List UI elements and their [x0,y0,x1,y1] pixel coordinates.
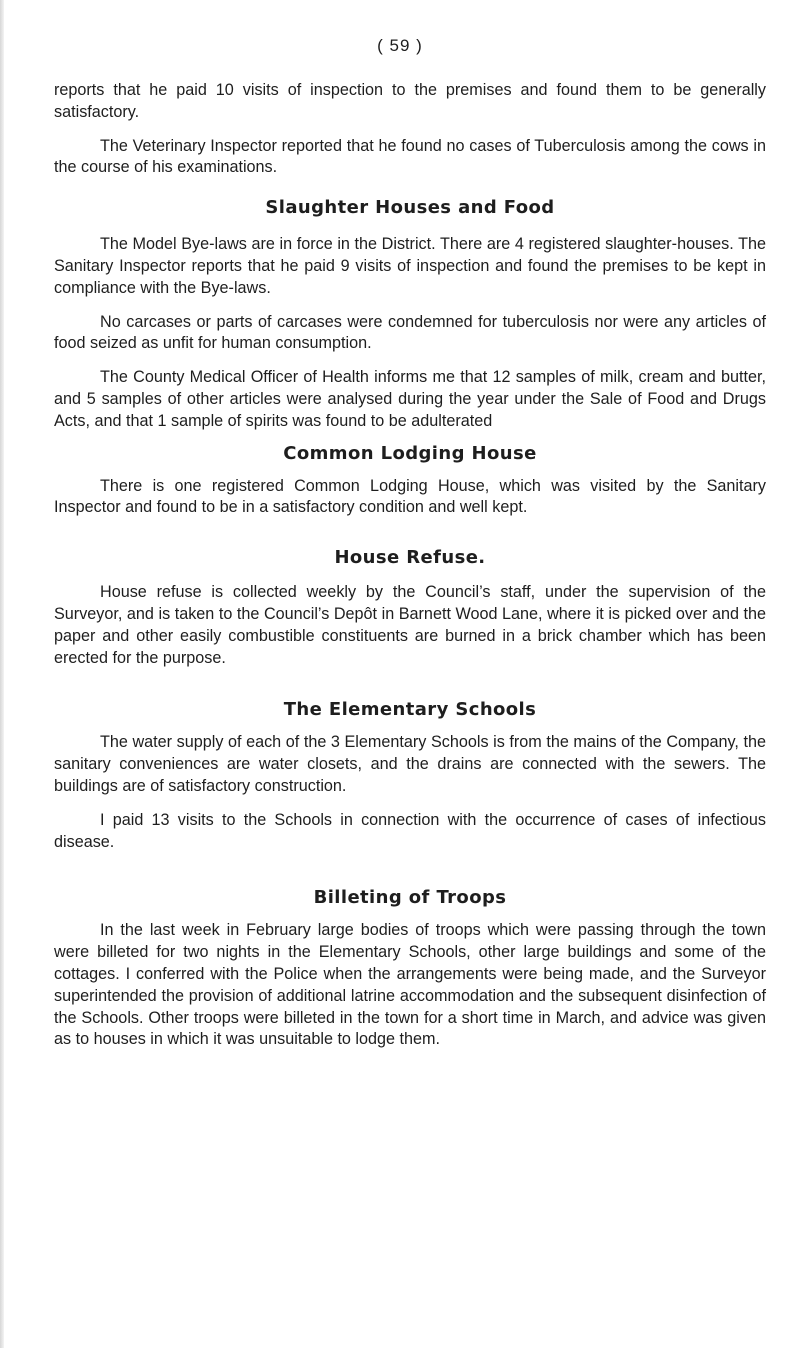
house-refuse-heading: House Refuse. [334,547,486,569]
lodging-house-section [54,443,766,520]
lodging-paragraph-1: There is one registered Common Lodging House, which was visited by the Sanitary Inspector and found to be in a satisfactory condition and well kept. [54,476,766,517]
page-number: ( 59 ) [377,36,423,55]
schools-paragraph-1: The water supply of each of the 3 Elementary Schools is from the mains of the Company, the sanitary conveniences are water closets, and the drains are connected with the sewers. The buildings are of satisfactory construction. [54,733,766,795]
slaughter-paragraph-1: The Model Bye-laws are in force in the District. There are 4 registered slaughter-houses. The Sanitary Inspector reports that he paid 9 visits of inspection and found the premises to be kept in compliance with the Bye-laws. [54,235,766,297]
schools-paragraph-2: I paid 13 visits to the Schools in connection with the occurrence of cases of infectious disease. [54,810,766,851]
elementary-schools-section [54,699,766,853]
intro-paragraph-2: The Veterinary Inspector reported that he found no cases of Tuberculosis among the cows in the course of his examinations. [54,136,766,177]
slaughter-houses-section [54,197,766,432]
page-left-edge [0,0,4,1348]
billeting-paragraph-1: In the last week in February large bodies of troops which were passing through the town were billeted for two nights in the Elementary Schools, other large buildings and some of the cottages. I conferred with the Police when the arrangements were being made, and the Surveyor superintended the provision of additional latrine accommodation and the subsequent disinfection of the Schools. Other troops were billeted in the town for a short time in March, and advice was given as to houses in which it was unsuitable to lodge them. [54,921,766,1049]
slaughter-houses-heading: Slaughter Houses and Food [265,197,555,219]
elementary-schools-heading: The Elementary Schools [283,699,537,721]
refuse-paragraph-1: House refuse is collected weekly by the Council’s staff, under the supervision of the Surveyor, and is taken to the Council’s Depôt in Barnett Wood Lane, where it is picked over and the paper and other easily combustible constituents are burned in a brick chamber which has been erected for the purpose. [54,583,766,667]
page-content [54,80,766,1063]
billeting-section [54,887,766,1051]
intro-section [54,80,766,179]
billeting-heading: Billeting of Troops [313,887,507,909]
intro-paragraph-1: reports that he paid 10 visits of inspection to the premises and found them to be generally satisfactory. [54,81,766,121]
slaughter-paragraph-2: No carcases or parts of carcases were condemned for tuberculosis nor were any articles of food seized as unfit for human consumption. [54,312,766,353]
lodging-house-heading: Common Lodging House [283,442,537,464]
house-refuse-section [54,547,766,669]
slaughter-paragraph-3: The County Medical Officer of Health informs me that 12 samples of milk, cream and butter, and 5 samples of other articles were analysed during the year under the Sale of Food and Drugs Acts, and that 1 sample of spirits was found to be adulterated [54,368,766,430]
